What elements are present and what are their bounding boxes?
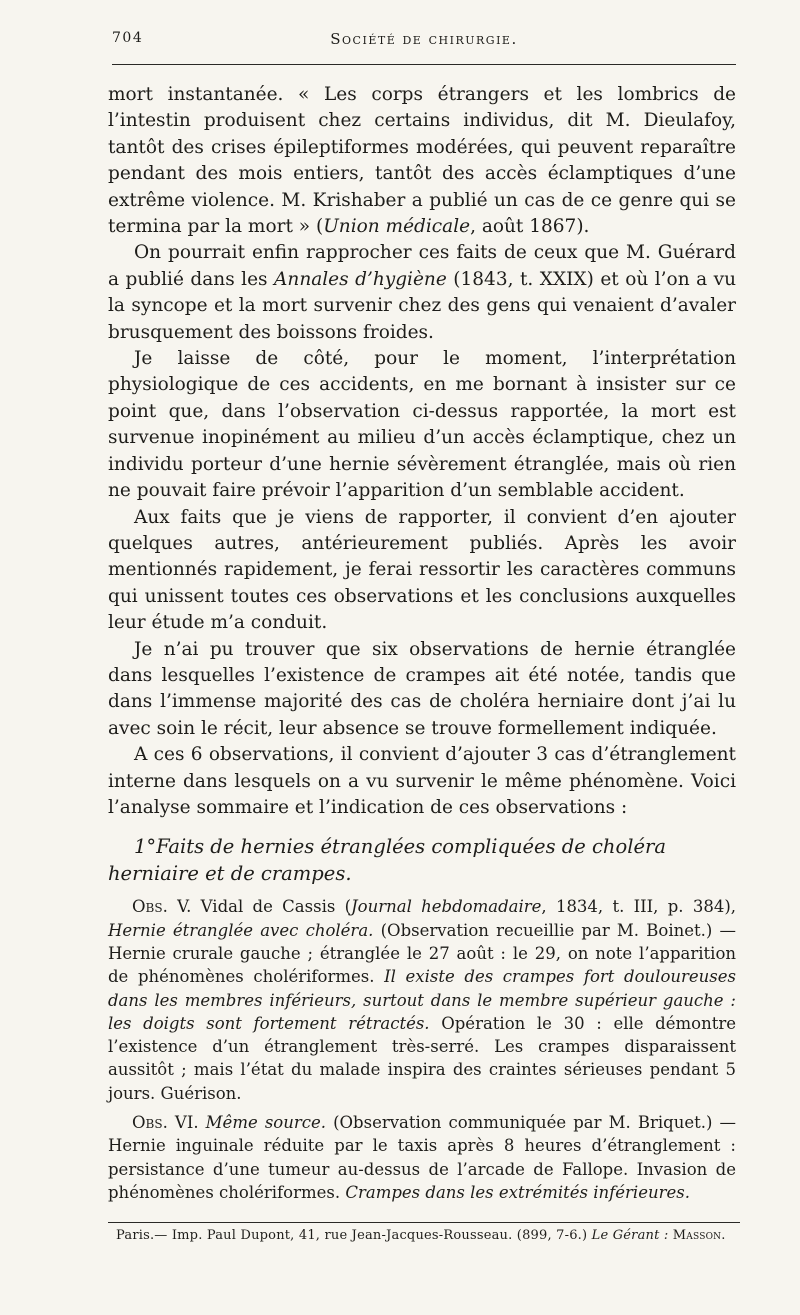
source-annales-hygiene: Annales d’hygiène — [274, 268, 447, 290]
paragraph-5: Je n’ai pu trouver que six observations de hernie étranglée dans lesquelles l’existence de crampes ait été notée, tandis que dans l’immense majorité des cas de choléra herniaire dont j’ai lu avec soin le récit, leur absence se trouve formellement indiquée. — [108, 638, 736, 739]
section-title: Faits de hernies étranglées compliquées de choléra herniaire et de crampes. — [108, 835, 666, 886]
paragraph-1: mort instantanée. « Les corps étrangers et les lombrics de l’intestin produisent chez certains individus, dit M. Dieulafoy, tantôt des crises épileptiformes modérées, qui peuvent reparaître pendant des mois entiers, tantôt des accès éclamptiques d’une extrême violence. M. Krishaber a publié un cas de ce genre qui se termina par la mort » (Union médicale, août 1867). — [108, 84, 736, 238]
paragraph-3: Je laisse de côté, pour le moment, l’interprétation physiologique de ces accidents, en me bornant à insister sur ce point que, dans l’observation ci-dessus rapportée, la mort est survenue inopinément au milieu d’un accès éclamptique, chez un individu porteur d’une hernie sévèrement étranglée, mais où rien ne pouvait faire prévoir l’apparition d’un semblable accident. — [108, 348, 736, 502]
paragraph-6: A ces 6 observations, il convient d’ajouter 3 cas d’étranglement interne dans lesquels on a vu survenir le même phénomène. Voici l’analyse sommaire et l’indication de ces observations : — [108, 744, 736, 818]
obs-label: Obs. VI. — [132, 1113, 199, 1133]
gerant-label: Le Gérant : — [591, 1228, 669, 1243]
paragraph-2: On pourrait enfin rapprocher ces faits de ceux que M. Guérard a publié dans les Annales d’hygiène (1843, t. XXIX) et où l’on a vu la syncope et la mort survenir chez des gens qui venaient d’avaler brusquement des boissons froides. — [108, 242, 736, 343]
observation-5: Obs. V. Vidal de Cassis (Journal hebdomadaire, 1834, t. III, p. 384), Hernie étranglée avec choléra. (Observation recueillie par M. Boinet.) — Hernie crurale gauche ; étranglée le 27 août : le 29, on note l’apparition de phénomènes cholériformes. Il existe des crampes fort douloureuses dans les membres inférieurs, surtout dans le membre supérieur gauche : les doigts sont fortement rétractés. Opération le 30 : elle démontre l’existence d’un étranglement très-serré. Les crampes disparaissent aussitôt ; mais l’état du malade inspira des craintes sérieuses pendant 5 jours. Guérison. — [108, 897, 737, 1103]
gerant-name: Masson. — [672, 1228, 726, 1243]
paragraph-4: Aux faits que je viens de rapporter, il convient d’en ajouter quelques autres, antérieurement publiés. Après les avoir mentionnés rapidement, je ferai ressortir les caractères communs qui unissent toutes ces observations et les conclusions auxquelles leur étude m’a conduit. — [108, 506, 736, 634]
imprint: Paris.— Imp. Paul Dupont, 41, rue Jean-Jacques-Rousseau. (899, 7-6.) — [116, 1228, 588, 1243]
header-rule — [112, 64, 736, 65]
footer-rule — [108, 1222, 740, 1223]
page-number: 704 — [112, 30, 144, 46]
running-head — [112, 30, 736, 54]
section-number: 1° — [134, 835, 157, 859]
source-union-medicale: Union médicale — [323, 216, 471, 238]
body-text — [108, 82, 736, 1204]
journal-title: Société de chirurgie. — [330, 30, 518, 48]
observation-6: Obs. VI. Même source. (Observation communiquée par M. Briquet.) — Hernie inguinale réduite par le taxis après 8 heures d’étranglement : persistance d’une tumeur au-dessus de l’arcade de Fallope. Invasion de phénomènes cholériformes. Crampes dans les extrémités inférieures. — [108, 1113, 736, 1202]
obs-label: Obs. V. — [132, 897, 192, 917]
imprint-footer — [116, 1228, 738, 1243]
section-heading — [108, 833, 736, 887]
